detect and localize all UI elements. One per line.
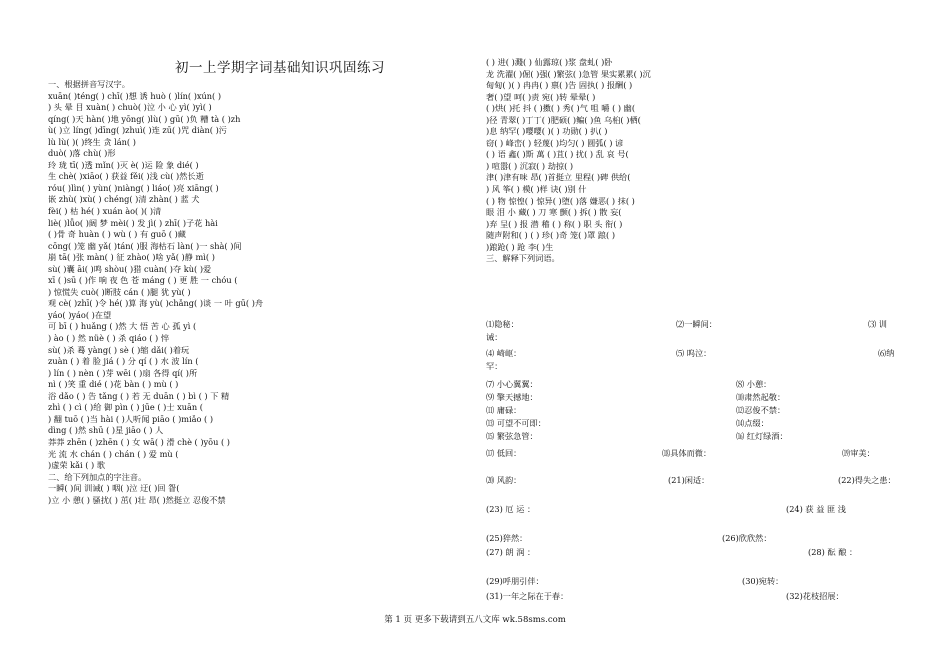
text-line: xī ( )sū ( )作 响 夜 色 苍 máng ( ) 更 胜 一 chóu ( bbox=[48, 275, 238, 286]
text-line: ( ) 进( )濺( ) 仙露琼( )浆 盘虬( )卧 bbox=[486, 57, 613, 67]
definition-label: ⒄ 低回： bbox=[486, 448, 522, 458]
text-line: sù( )囊 āi( )鸣 shòu( )猎 cuàn( )夺 kù( )爱 bbox=[48, 263, 212, 274]
definition-label: ⒂ 繁弦急管： bbox=[486, 431, 538, 441]
left-column bbox=[48, 79, 468, 506]
text-line: ( )骨 奇 huàn ( ) wù ( ) 有 guō ( )藏 bbox=[48, 229, 186, 240]
text-line: 眼 泪 小 藏( ) 刀 寒 颤( ) 拆( ) 散 妄( bbox=[486, 207, 622, 218]
definition-row bbox=[486, 331, 906, 343]
text-line: zhì ( ) cì ( )给 御 pìn ( ) jūe ( )士 xuān ( bbox=[48, 402, 203, 413]
definition-row bbox=[486, 417, 906, 429]
definition-row bbox=[486, 391, 906, 403]
definition-label: ⑼ 擎天撼地： bbox=[486, 392, 538, 402]
text-line: liè( )lǚo( )阔 梦 mèi( ) 发 jì( ) zhī( )子花 hài bbox=[48, 217, 218, 228]
definition-label: 罕： bbox=[486, 361, 503, 371]
definition-label: (26)欣欣然： bbox=[722, 533, 772, 543]
definition-label: ⑷ 崎岖： bbox=[486, 348, 522, 358]
definition-label: ⒃ 红灯绿酒： bbox=[736, 431, 788, 441]
text-line: 二、给下列加点的字注音。 bbox=[48, 471, 147, 482]
text-line: 浴 dǎo ( ) 告 tǎng ( ) 若 无 duān ( ) bì ( ) 下 精 bbox=[48, 390, 230, 401]
definition-row bbox=[486, 474, 906, 486]
text-line: 嵌 zhù( )xù( ) chéng( )清 zhàn( ) 蓝 犬 bbox=[48, 194, 200, 205]
definition-label: (21)闲适： bbox=[668, 475, 710, 485]
definition-label: ⑻ 小憩： bbox=[736, 379, 772, 389]
definition-label: (22)得失之患： bbox=[838, 475, 896, 485]
text-line: duò( )落 chù( )形 bbox=[48, 148, 116, 159]
text-line: 甸甸( )( ) 冉冉( ) 禀( )告 固执( ) 报酬( ) bbox=[486, 80, 633, 91]
text-line: ( ) 物 惊惶( ) 惊异( )堕( )落 嫌恶( ) 抹( ) bbox=[486, 195, 635, 206]
text-line: )径 青翠( )丁丁( )肥硕( )鳊( )鱼 乌桕( )栖( bbox=[486, 114, 641, 125]
definition-label: ⑺ 小心翼翼： bbox=[486, 379, 538, 389]
page-footer: 第 1 页 更多下载请到五八文库 wk.58sms.com bbox=[384, 615, 566, 625]
definition-row bbox=[486, 546, 906, 558]
text-line: 随声附和( ) ( ) 珍( )奇 笼( )罩 踉( ) bbox=[486, 230, 616, 241]
text-line: dìng ( )然 shū ( )星 jiāo ( ) 人 bbox=[48, 425, 164, 436]
definition-label: ⒅具体而微： bbox=[662, 448, 712, 458]
text-line: 观 cè( )zhī( )令 hé( )算 海 yù( )chǎng( )谈 一 叶 gū( )舟 bbox=[48, 298, 264, 309]
definition-row bbox=[486, 378, 906, 390]
definition-label: (24) 获 益 匪 浅 bbox=[786, 504, 846, 514]
text-line: sù( )杀 蓦 yàng( ) sè ( )缩 dǎi( )着玩 bbox=[48, 344, 190, 355]
definition-label: ⑸ 呜泣： bbox=[676, 348, 712, 358]
definition-label: ⑽肃然起敬： bbox=[736, 392, 786, 402]
text-line: ) 喧嚣( ) 沉寂( ) 劫掠( ) bbox=[486, 160, 574, 171]
text-line: 光 流 水 chán ( ) chán ( ) 爱 mù ( bbox=[48, 448, 179, 459]
definition-label: ⑶ 训 bbox=[868, 319, 887, 329]
definition-row bbox=[486, 503, 906, 515]
definition-label: ⑵一瞬间： bbox=[676, 319, 717, 329]
definition-row bbox=[486, 347, 906, 359]
text-line: yáo( )yáo( )在望 bbox=[48, 309, 112, 320]
text-line: )虚荣 kǎi ( ) 歌 bbox=[48, 460, 106, 471]
definition-label: ⒁点缀： bbox=[736, 418, 769, 428]
page-title: 初一上学期字词基础知识巩固练习 bbox=[175, 60, 385, 76]
text-line: róu( )lìn( ) yùn( )niàng( ) liáo( )亮 xiāng( ) bbox=[48, 182, 219, 193]
text-line: 津( )津有味 昂( )首挺立 里程( )碑 供给( bbox=[486, 172, 631, 183]
text-line: fèi( ) 枯 hé( ) xuán ào( )( )清 bbox=[48, 206, 162, 217]
text-line: ) 翻 tuō ( )当 hài ( )人听闻 piāo ( )miǎo ( ) bbox=[48, 413, 214, 424]
definition-label: ⒆审美： bbox=[842, 448, 875, 458]
text-line: 一瞬( )间 训诫( ) 咽( )泣 迂( )回 眢( bbox=[48, 483, 180, 494]
definition-label: ⒇ 风韵： bbox=[486, 475, 522, 485]
definition-label: (28) 酝 酿 ： bbox=[808, 547, 858, 557]
definition-label: (25)猝然： bbox=[486, 533, 528, 543]
definition-label: (29)呼朋引伴： bbox=[486, 576, 544, 586]
text-line: 生 chè( )xiāo( ) 获益 fěi( )浅 cù( )然长逝 bbox=[48, 171, 204, 182]
definition-label: ⒀ 可望不可即： bbox=[486, 418, 546, 428]
text-line: xuān( )téng( ) chī( )想 诱 huò ( )lín( )xún( ) bbox=[48, 90, 222, 101]
definition-label: ⑿忍俊不禁： bbox=[736, 405, 786, 415]
text-line: cōng( )笼 幽 yǎ( )tán( )服 海枯石 làn( )一 shà( )间 bbox=[48, 240, 242, 251]
definition-label: ⑾ 庸碌： bbox=[486, 405, 522, 415]
text-line: ) 惊慌失 cuò( )断肢 cán ( )腿 犹 yù( ) bbox=[48, 286, 191, 297]
text-line: )踉跄( ) 跄 李( )生 bbox=[486, 241, 554, 252]
definition-label: ⑴隐秘： bbox=[486, 319, 519, 329]
text-line: 可 bī ( ) huǎng ( )然 大 悟 苦 心 孤 yì ( bbox=[48, 321, 197, 332]
text-line: 莽莽 zhēn ( )zhēn ( ) 女 wā( ) 滑 chè ( )yōu ( ) bbox=[48, 436, 230, 447]
text-line: ) 风 筝( ) 模( )样 诀( )别 什 bbox=[486, 184, 587, 195]
text-line: )弃 呈( ) 报 潜 稽 ( ) 称( ) 职 头 衔( ) bbox=[486, 218, 623, 229]
text-line: 窃( ) 峰峦( ) 轻蔑( )均匀( ) 圆弧( ) 谚 bbox=[486, 137, 624, 148]
text-line: 奢( )望 呵( )责 宛( )转 晕晕( ) bbox=[486, 91, 596, 102]
text-line: 一、根据拼音写汉字。 bbox=[48, 79, 130, 89]
text-line: 龙 洗濯( )倔( )强( )繁弦( )急管 果实累累( )沉 bbox=[486, 68, 651, 79]
text-line: )息 纳罕( )嘤嘤( )( ) 功勋( ) 扒( ) bbox=[486, 126, 608, 137]
definition-row bbox=[486, 590, 906, 602]
definition-label: (30)宛转： bbox=[742, 576, 784, 586]
right-column bbox=[486, 57, 906, 265]
text-line: ( )烘( )托 抖 ( )擞( ) 秀( )气 咀 嚼 ( ) 幽( bbox=[486, 103, 636, 114]
definition-label: (32)花枝招展： bbox=[786, 591, 844, 601]
text-line: lù lù( )( )终生 贪 lán( ) bbox=[48, 136, 136, 147]
text-line: ) ào ( ) 然 nüè ( ) 杀 qiáo ( ) 悴 bbox=[48, 333, 170, 344]
definition-label: (27) 朗 润 ： bbox=[486, 547, 536, 557]
text-line: nì ( )笑 重 dié ( )花 bàn ( ) mù ( ) bbox=[48, 379, 179, 390]
definition-row bbox=[486, 532, 906, 544]
definition-row bbox=[486, 404, 906, 416]
definition-row bbox=[486, 575, 906, 587]
text-line: ( ) 语 鑫( )斯 萬 ( )苴( ) 扰( ) 乱 哀 号( bbox=[486, 149, 629, 160]
text-line: qíng( )天 hàn( )地 yōng( )lù( ) gū( )负 糟 tà ( )zh bbox=[48, 113, 241, 124]
text-line: ) lín ( ) nèn ( )芽 wēi ( )扇 各得 qí( )所 bbox=[48, 367, 198, 378]
text-line: )立 小 憩( ) 骚扰( ) 茁( )壮 昂( )然挺立 忍俊不禁 bbox=[48, 494, 226, 505]
text-line: zuàn ( ) 着 脸 jiá ( ) 分 qí ( ) 水 波 lín ( bbox=[48, 356, 199, 367]
definition-row bbox=[486, 360, 906, 372]
definition-row bbox=[486, 447, 906, 459]
text-line: ) 头 晕 目 xuàn( ) chuò( )泣 小 心 yì( )yì( ) bbox=[48, 102, 212, 113]
text-line: 崩 tā( )张 màn( ) 征 zhào( )啥 yǎ( )静 mì( ) bbox=[48, 252, 215, 263]
definition-label: 诫： bbox=[486, 332, 503, 342]
definition-row bbox=[486, 318, 906, 330]
text-line: 三、解释下列词语。 bbox=[486, 253, 560, 264]
definition-row bbox=[486, 430, 906, 442]
text-line: 玲 珑 tī( )透 mǐn( )灭 è( )运 险 象 dié( ) bbox=[48, 159, 199, 170]
text-line: ù( )立 líng( )dīng( )zhuì( )连 zū( )咒 diàn( )污 bbox=[48, 125, 227, 136]
definition-label: (31)一年之际在于春： bbox=[486, 591, 569, 601]
definition-label: ⑹纳 bbox=[878, 348, 895, 358]
definition-label: (23) 厄 运 ： bbox=[486, 504, 536, 514]
